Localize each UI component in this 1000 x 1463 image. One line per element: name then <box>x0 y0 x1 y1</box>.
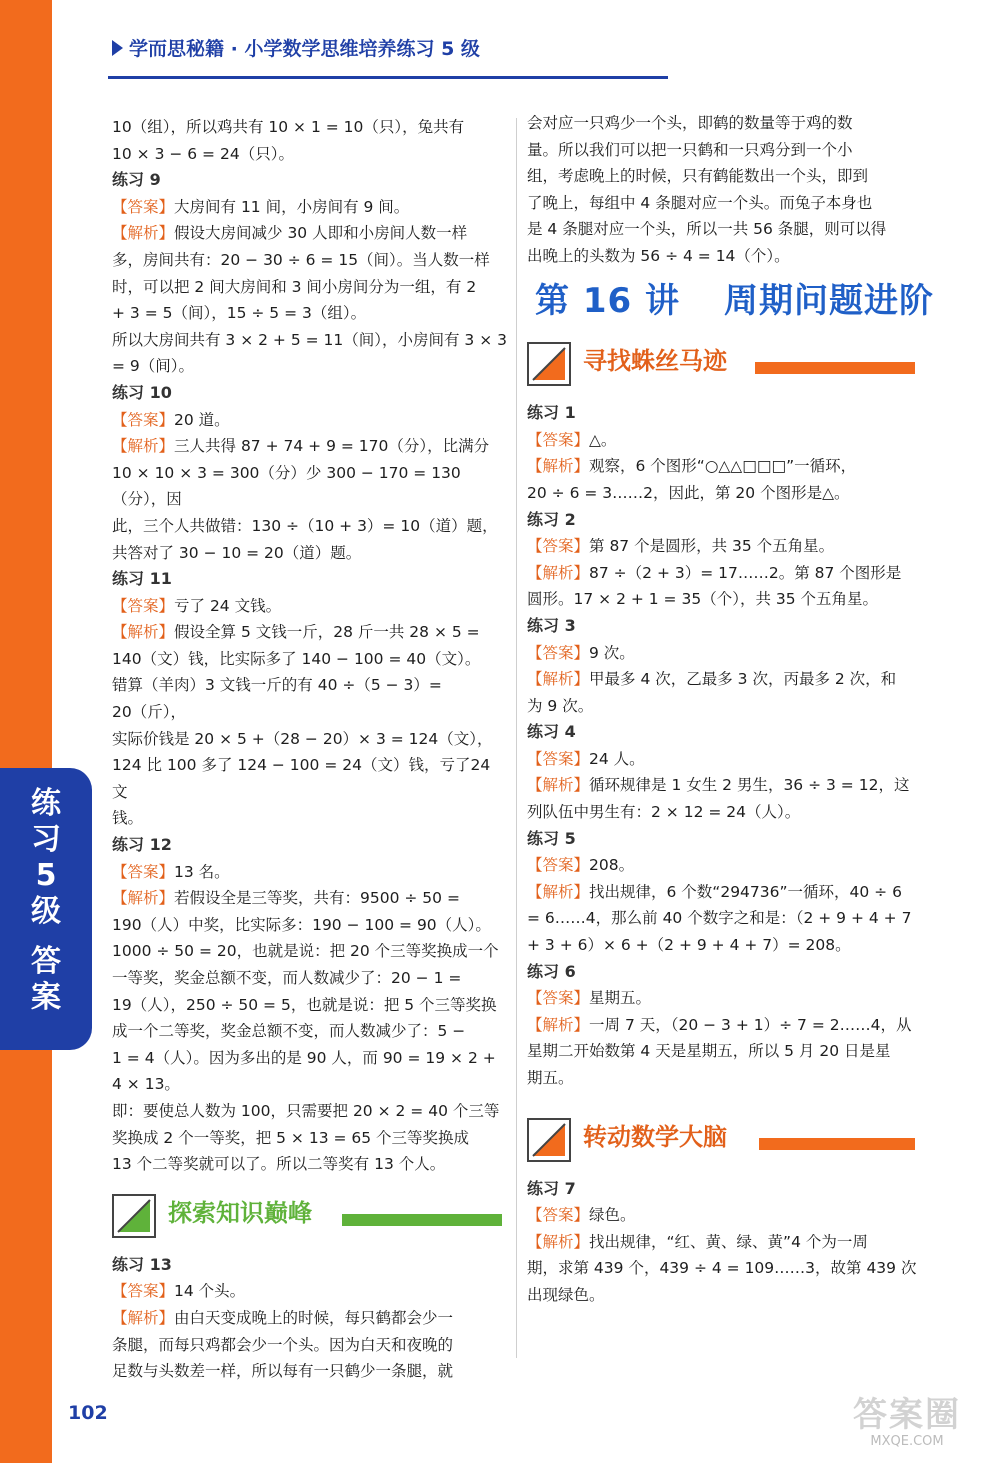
analysis-text: 若假设全是三等奖，共有：9500 ÷ 50 = <box>174 889 460 908</box>
text-line: 所以大房间共有 3 × 2 + 5 = 11（间），小房间有 3 × 3 <box>112 330 508 349</box>
analysis-line <box>527 666 921 693</box>
exercise-heading: 练习 6 <box>527 961 576 981</box>
text-line: 1 = 4（人）。因为多出的是 90 人，而 90 = 19 × 2 + <box>112 1048 496 1067</box>
answer-line <box>112 1278 508 1305</box>
analysis-tag: 【解析】 <box>112 623 175 642</box>
text-line: 组，考虑晚上的时候，只有鹤能数出一个头，即到 <box>527 167 869 186</box>
analysis-tag: 【解析】 <box>527 1015 590 1034</box>
section-title: 转动数学大脑 <box>583 1122 727 1151</box>
side-tab-practice-answers <box>0 768 92 1050</box>
analysis-tag: 【解析】 <box>527 457 590 476</box>
play-triangle-icon <box>112 40 123 56</box>
text-line: 20（斤）， <box>112 703 186 722</box>
analysis-line <box>527 879 921 906</box>
side-tab-char: 5 <box>35 858 57 893</box>
answer-line <box>527 640 921 667</box>
answer-line <box>527 985 921 1012</box>
answer-text: 大房间有 11 间，小房间有 9 间。 <box>174 197 410 216</box>
header-rule <box>108 76 668 79</box>
answer-tag: 【答案】 <box>112 1282 175 1301</box>
lesson-title <box>535 280 934 321</box>
watermark-bottom: MXQE.COM <box>870 1434 944 1449</box>
text-line: 4 × 13。 <box>112 1075 180 1094</box>
analysis-text: 观察，6 个图形“○△△□□□”一循环， <box>589 457 857 476</box>
text-line: 期，求第 439 个，439 ÷ 4 = 109……3，故第 439 次 <box>527 1259 917 1278</box>
analysis-line <box>112 885 508 912</box>
answer-text: 亏了 24 文钱。 <box>174 596 282 615</box>
analysis-text: 循环规律是 1 女生 2 男生，36 ÷ 3 = 12，这 <box>589 776 910 795</box>
answer-tag: 【答案】 <box>527 749 590 768</box>
exercise-heading: 练习 9 <box>112 170 161 190</box>
text-line: 共答对了 30 − 10 = 20（道）题。 <box>112 543 362 562</box>
analysis-line <box>112 220 508 247</box>
running-header <box>112 34 480 61</box>
analysis-tag: 【解析】 <box>112 889 175 908</box>
text-line: 条腿，而每只鸡都会少一个头。因为白天和夜晚的 <box>112 1335 454 1354</box>
analysis-text: 假设全算 5 文钱一斤，28 斤一共 28 × 5 = <box>174 623 480 642</box>
analysis-line <box>112 1305 508 1332</box>
exercise-heading: 练习 2 <box>527 509 576 529</box>
text-line: 星期二开始数第 4 天是星期五，所以 5 月 20 日是星 <box>527 1042 891 1061</box>
text-line: 13 个二等奖就可以了。所以二等奖有 13 个人。 <box>112 1155 446 1174</box>
watermark-logo <box>818 1396 996 1449</box>
side-tab-char: 习 <box>31 822 61 857</box>
exercise-heading: 练习 4 <box>527 722 576 742</box>
answer-text: 24 人。 <box>589 749 645 768</box>
lesson-number: 第 16 讲 <box>535 280 680 321</box>
text-line: 为 9 次。 <box>527 696 594 715</box>
text-line: 是 4 条腿对应一个头，所以一共 56 条腿，则可以得 <box>527 220 887 239</box>
text-line: 即：要使总人数为 100，只需要把 20 × 2 = 40 个三等 <box>112 1101 500 1120</box>
watermark-top: 答案圈 <box>853 1395 961 1435</box>
analysis-line <box>112 619 508 646</box>
exercise-heading: 练习 11 <box>112 569 172 589</box>
exercise-heading: 练习 1 <box>527 403 576 423</box>
text-line: = 6……4，那么前 40 个数字之和是：（2 + 9 + 4 + 7 <box>527 909 912 928</box>
answer-text: 208。 <box>589 856 635 875</box>
section-bar <box>759 1138 915 1150</box>
text-line: + 3 + 6）× 6 +（2 + 9 + 4 + 7）= 208。 <box>527 936 851 955</box>
text-line: 1000 ÷ 50 = 20，也就是说：把 20 个三等奖换成一个 <box>112 942 499 961</box>
section-bar <box>755 362 915 374</box>
text-line: + 3 = 5（间），15 ÷ 5 = 3（组）。 <box>112 304 367 323</box>
section-bar <box>342 1214 502 1226</box>
side-tab-char: 答 <box>31 944 61 979</box>
section-header-explore <box>112 1188 508 1248</box>
answer-text: 星期五。 <box>589 989 652 1008</box>
answer-tag: 【答案】 <box>527 643 590 662</box>
analysis-text: 甲最多 4 次，乙最多 3 次，丙最多 2 次，和 <box>589 670 897 689</box>
analysis-tag: 【解析】 <box>527 776 590 795</box>
section-header-find-clues <box>527 336 921 396</box>
text-line: 了晚上，每组中 4 条腿对应一个头。而兔子本身也 <box>527 193 873 212</box>
exercise-heading: 练习 7 <box>527 1178 576 1198</box>
text-line: 期五。 <box>527 1069 574 1087</box>
section-title: 探索知识巅峰 <box>168 1198 312 1227</box>
text-line: 多，房间共有：20 − 30 ÷ 6 = 15（间）。当人数一样 <box>112 250 490 269</box>
analysis-line <box>527 1229 921 1256</box>
answer-tag: 【答案】 <box>112 596 175 615</box>
answer-text: △。 <box>589 430 617 449</box>
section-header-brain <box>527 1112 921 1172</box>
answer-line <box>112 593 508 620</box>
text-line: 圆形。17 × 2 + 1 = 35（个），共 35 个五角星。 <box>527 590 879 609</box>
analysis-tag: 【解析】 <box>527 563 590 582</box>
analysis-text: 三人共得 87 + 74 + 9 = 170（分），比满分 <box>174 437 490 456</box>
analysis-tag: 【解析】 <box>112 1308 175 1327</box>
text-line: 10 × 10 × 3 = 300（分）少 300 − 170 = 130（分），因 <box>112 463 461 509</box>
exercise-heading: 练习 12 <box>112 835 172 855</box>
analysis-tag: 【解析】 <box>527 1232 590 1251</box>
answer-text: 20 道。 <box>174 410 230 429</box>
analysis-text: 找出规律，6 个数“294736”一循环，40 ÷ 6 <box>589 882 902 901</box>
analysis-line <box>527 560 921 587</box>
answer-text: 14 个头。 <box>174 1282 246 1301</box>
side-tab-char: 级 <box>31 894 61 929</box>
text-line: 140（文）钱，比实际多了 140 − 100 = 40（文）。 <box>112 649 481 668</box>
analysis-tag: 【解析】 <box>112 224 175 243</box>
text-line: 10 × 3 − 6 = 24（只）。 <box>112 144 294 163</box>
triangle-corner-icon <box>112 1194 156 1238</box>
text-line: 足数与头数差一样，所以每有一只鹤少一条腿，就 <box>112 1362 454 1381</box>
answer-tag: 【答案】 <box>527 537 590 556</box>
analysis-tag: 【解析】 <box>527 670 590 689</box>
side-tab-char: 练 <box>31 786 61 821</box>
answer-tag: 【答案】 <box>527 1206 590 1225</box>
text-line: 时，可以把 2 间大房间和 3 间小房间分为一组，有 2 <box>112 277 477 296</box>
answer-line <box>527 852 921 879</box>
text-line: 实际价钱是 20 × 5 +（28 − 20）× 3 = 124（文）， <box>112 729 493 748</box>
answer-text: 第 87 个是圆形，共 35 个五角星。 <box>589 537 835 556</box>
text-line: 量。所以我们可以把一只鹤和一只鸡分到一个小 <box>527 140 853 159</box>
exercise-heading: 练习 5 <box>527 828 576 848</box>
answer-line <box>112 859 508 886</box>
text-line: 出现绿色。 <box>527 1285 605 1304</box>
text-line: 此，三个人共做错：130 ÷（10 + 3）= 10（道）题， <box>112 516 498 535</box>
answer-text: 13 名。 <box>174 862 230 881</box>
text-line: 错算（羊肉）3 文钱一斤的有 40 ÷（5 − 3）= <box>112 676 442 695</box>
text-line: = 9（间）。 <box>112 357 195 376</box>
section-title: 寻找蛛丝马迹 <box>583 347 727 376</box>
answer-text: 9 次。 <box>589 643 635 662</box>
text-line: 一等奖，奖金总额不变，而人数减少了：20 − 1 = <box>112 969 462 987</box>
right-column <box>527 110 934 1309</box>
analysis-line <box>527 1012 921 1039</box>
page-number: 102 <box>68 1402 108 1424</box>
answer-line <box>527 746 921 773</box>
left-column <box>112 114 508 1385</box>
answer-tag: 【答案】 <box>527 856 590 875</box>
analysis-line <box>112 433 508 460</box>
analysis-line <box>527 772 921 799</box>
answer-line <box>527 533 921 560</box>
text-line: 10（组），所以鸡共有 10 × 1 = 10（只），兔共有 <box>112 118 465 136</box>
text-line: 出晚上的头数为 56 ÷ 4 = 14（个）。 <box>527 246 790 265</box>
text-line: 20 ÷ 6 = 3……2，因此，第 20 个图形是△。 <box>527 483 850 502</box>
text-line: 成一个二等奖，奖金总额不变，而人数减少了：5 − <box>112 1022 466 1041</box>
analysis-text: 找出规律，“红、黄、绿、黄”4 个为一周 <box>589 1232 868 1251</box>
column-divider <box>516 118 517 1358</box>
analysis-tag: 【解析】 <box>527 882 590 901</box>
answer-text: 绿色。 <box>589 1206 636 1225</box>
exercise-heading: 练习 13 <box>112 1254 172 1274</box>
text-line: 会对应一只鸡少一个头，即鹤的数量等于鸡的数 <box>527 114 853 132</box>
text-line: 列队伍中男生有：2 × 12 = 24（人）。 <box>527 803 801 822</box>
side-tab-char: 案 <box>31 980 61 1015</box>
analysis-text: 假设大房间减少 30 人即和小房间人数一样 <box>174 224 468 243</box>
triangle-corner-icon <box>527 1118 571 1162</box>
triangle-corner-icon <box>527 342 571 386</box>
answer-line <box>527 1202 921 1229</box>
answer-tag: 【答案】 <box>527 989 590 1008</box>
answer-line <box>112 407 508 434</box>
header-title: 学而思秘籍 · 小学数学思维培养练习 5 级 <box>129 38 480 60</box>
text-line: 19（人），250 ÷ 50 = 5，也就是说：把 5 个三等奖换 <box>112 995 497 1014</box>
analysis-text: 87 ÷（2 + 3）= 17……2。第 87 个图形是 <box>589 563 902 582</box>
text-line: 钱。 <box>112 809 144 828</box>
analysis-text: 一周 7 天，（20 − 3 + 1）÷ 7 = 2……4，从 <box>589 1015 912 1034</box>
answer-line <box>112 194 508 221</box>
analysis-text: 由白天变成晚上的时候，每只鹤都会少一 <box>174 1308 454 1327</box>
lesson-name: 周期问题进阶 <box>724 280 934 321</box>
answer-tag: 【答案】 <box>527 430 590 449</box>
exercise-heading: 练习 10 <box>112 382 172 402</box>
left-orange-strip <box>0 0 52 1463</box>
text-line: 奖换成 2 个一等奖，把 5 × 13 = 65 个三等奖换成 <box>112 1128 470 1147</box>
answer-tag: 【答案】 <box>112 862 175 881</box>
text-line: 124 比 100 多了 124 − 100 = 24（文）钱，亏了24 文 <box>112 756 491 801</box>
exercise-heading: 练习 3 <box>527 615 576 635</box>
answer-line <box>527 427 921 454</box>
answer-tag: 【答案】 <box>112 410 175 429</box>
answer-tag: 【答案】 <box>112 197 175 216</box>
analysis-line <box>527 453 921 480</box>
analysis-tag: 【解析】 <box>112 437 175 456</box>
text-line: 190（人）中奖，比实际多：190 − 100 = 90（人）。 <box>112 915 491 934</box>
